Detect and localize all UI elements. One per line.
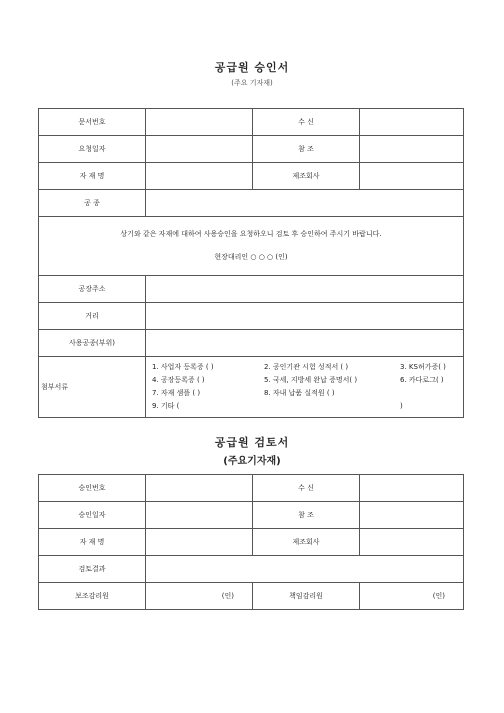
attachments-label: 첨부서류 (39, 357, 146, 418)
review-title: 공급원 검토서 (214, 436, 290, 449)
table-row (39, 502, 464, 529)
material-name-value[interactable] (146, 163, 253, 190)
review-table (38, 474, 464, 610)
request-date-value[interactable] (146, 136, 253, 163)
table-row (39, 330, 464, 357)
reference-value[interactable] (360, 136, 464, 163)
factory-address-value[interactable] (146, 276, 464, 303)
approval-table (38, 108, 464, 418)
table-row (39, 357, 464, 418)
approval-subtitle: (주요 기자재) (231, 79, 273, 87)
table-row (39, 529, 464, 556)
usage-area-label: 사용공종(부위) (39, 330, 146, 357)
attachment-item[interactable]: 6. 카다로그( ) (400, 376, 444, 384)
attachment-item[interactable] (264, 400, 400, 413)
doc-no-value[interactable] (146, 109, 253, 136)
usage-area-value[interactable] (146, 330, 464, 357)
assistant-supervisor-label: 보조감리원 (39, 583, 146, 610)
recipient-value[interactable] (360, 475, 464, 502)
table-row (39, 190, 464, 217)
list-item (152, 387, 457, 400)
approval-no-value[interactable] (146, 475, 253, 502)
table-row (39, 163, 464, 190)
attachment-item[interactable]: 3. KS허가증( ) (400, 363, 446, 371)
approval-date-value[interactable] (146, 502, 253, 529)
chief-supervisor-label: 책임감리원 (253, 583, 360, 610)
manufacturer-value[interactable] (360, 529, 464, 556)
material-name-value[interactable] (146, 529, 253, 556)
request-date-label: 요청일자 (39, 136, 146, 163)
attachment-item[interactable]: 8. 자내 납품 실적원 ( ) (264, 389, 335, 397)
table-row (39, 136, 464, 163)
table-row (39, 303, 464, 330)
review-result-value[interactable] (146, 556, 464, 583)
work-type-label: 공 종 (39, 190, 146, 217)
distance-value[interactable] (146, 303, 464, 330)
table-row (39, 556, 464, 583)
table-row (39, 109, 464, 136)
review-subtitle: (주요기자재) (223, 456, 281, 467)
attachment-item[interactable]: 9. 기타 ( (152, 402, 180, 410)
distance-label: 거리 (39, 303, 146, 330)
table-row (39, 475, 464, 502)
attachment-item[interactable]: 4. 공장등록증 ( ) (152, 376, 205, 384)
attachment-item[interactable]: 1. 사업자 등록증 ( ) (152, 363, 214, 371)
reference-label: 참 조 (253, 136, 360, 163)
chief-supervisor-seal[interactable]: (인) (360, 583, 464, 610)
reference-value[interactable] (360, 502, 464, 529)
doc-no-label: 문서번호 (39, 109, 146, 136)
table-row (39, 583, 464, 610)
recipient-label: 수 신 (253, 475, 360, 502)
request-statement: 상기와 같은 자재에 대하여 사용승인을 요청하오니 검토 후 승인하여 주시기 바랍니다. (120, 230, 382, 238)
recipient-label: 수 신 (253, 109, 360, 136)
manufacturer-label: 제조회사 (253, 529, 360, 556)
attachment-item[interactable]: 5. 국세, 지방세 완납 증명서( ) (264, 376, 358, 384)
attachment-item[interactable] (400, 387, 457, 400)
material-name-label: 자 재 명 (39, 529, 146, 556)
manufacturer-label: 제조회사 (253, 163, 360, 190)
list-item (152, 400, 457, 413)
work-type-value[interactable] (146, 190, 464, 217)
approval-date-label: 승인일자 (39, 502, 146, 529)
assistant-supervisor-seal[interactable]: (인) (146, 583, 253, 610)
attachment-item: ) (400, 402, 403, 410)
material-name-label: 자 재 명 (39, 163, 146, 190)
factory-address-label: 공장주소 (39, 276, 146, 303)
attachment-item[interactable]: 2. 공인기관 시험 성적서 ( ) (264, 363, 349, 371)
reference-label: 참 조 (253, 502, 360, 529)
attachment-item[interactable]: 7. 자재 샘플 ( ) (152, 389, 201, 397)
approval-no-label: 승인번호 (39, 475, 146, 502)
recipient-value[interactable] (360, 109, 464, 136)
list-item (152, 361, 457, 374)
manufacturer-value[interactable] (360, 163, 464, 190)
approval-title: 공급원 승인서 (214, 61, 290, 74)
review-result-label: 검토결과 (39, 556, 146, 583)
request-statement-cell (39, 217, 464, 276)
list-item (152, 374, 457, 387)
site-agent-signature: 현장대리인 ○ ○ ○ (인) (214, 253, 288, 261)
table-row (39, 276, 464, 303)
table-row (39, 217, 464, 276)
attachments-list (146, 357, 464, 418)
